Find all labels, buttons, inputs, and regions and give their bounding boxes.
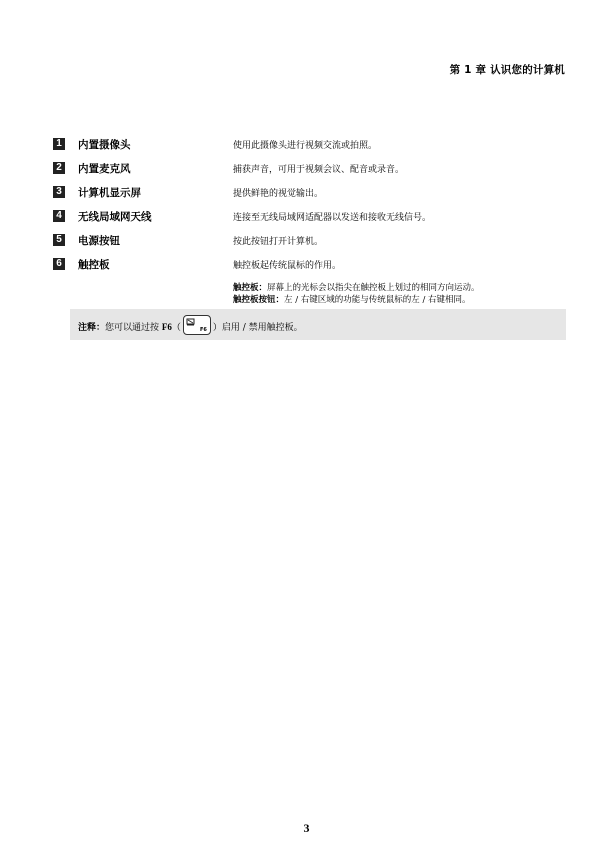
key-icon-label: F6 bbox=[200, 326, 207, 333]
list-item bbox=[53, 161, 563, 177]
item-number: 4 bbox=[53, 210, 65, 222]
note-paren-open: （ bbox=[171, 323, 181, 333]
touchpad-detail-text: 左 / 右键区域的功能与传统鼠标的左 / 右键相同。 bbox=[284, 295, 471, 305]
item-description: 使用此摄像头进行视频交流或拍照。 bbox=[233, 141, 378, 151]
touchpad-detail-term: 触控板按钮： bbox=[233, 295, 285, 305]
touchpad-f6-key-icon bbox=[183, 315, 211, 335]
list-item bbox=[53, 209, 563, 225]
item-label: 内置麦克风 bbox=[78, 163, 131, 175]
touchpad-detail-term: 触控板： bbox=[233, 283, 268, 293]
item-label: 内置摄像头 bbox=[78, 139, 131, 151]
note-key: F6 bbox=[161, 322, 172, 332]
item-label: 无线局域网天线 bbox=[78, 211, 152, 223]
item-label: 电源按钮 bbox=[78, 235, 120, 247]
item-description: 按此按钮打开计算机。 bbox=[233, 237, 324, 247]
item-description: 捕获声音，可用于视频会议、配音或录音。 bbox=[233, 165, 405, 175]
item-label: 计算机显示屏 bbox=[78, 187, 141, 199]
item-number: 2 bbox=[53, 162, 65, 174]
note-box bbox=[70, 309, 566, 340]
item-number: 3 bbox=[53, 186, 65, 198]
item-number: 5 bbox=[53, 234, 65, 246]
chapter-title: 第 1 章 认识您的计算机 bbox=[449, 64, 565, 76]
item-description: 连接至无线局域网适配器以发送和接收无线信号。 bbox=[233, 213, 432, 223]
note-text-before: 您可以通过按 bbox=[105, 323, 162, 333]
note-text-after: ）启用 / 禁用触控板。 bbox=[212, 323, 303, 333]
note-text bbox=[78, 320, 303, 335]
item-number: 6 bbox=[53, 258, 65, 270]
touchpad-detail bbox=[233, 281, 480, 293]
list-item bbox=[53, 137, 563, 153]
note-label: 注释： bbox=[78, 323, 106, 333]
list-item bbox=[53, 233, 563, 249]
item-description: 提供鲜艳的视觉输出。 bbox=[233, 189, 324, 199]
item-number: 1 bbox=[53, 138, 65, 150]
item-label: 触控板 bbox=[78, 259, 110, 271]
list-item bbox=[53, 257, 563, 273]
item-description: 触控板起传统鼠标的作用。 bbox=[233, 261, 342, 271]
page-number: 3 bbox=[303, 821, 310, 835]
touchpad-detail-text: 屏幕上的光标会以指尖在触控板上划过的相同方向运动。 bbox=[267, 283, 480, 293]
touchpad-button-detail bbox=[233, 293, 471, 305]
list-item bbox=[53, 185, 563, 201]
